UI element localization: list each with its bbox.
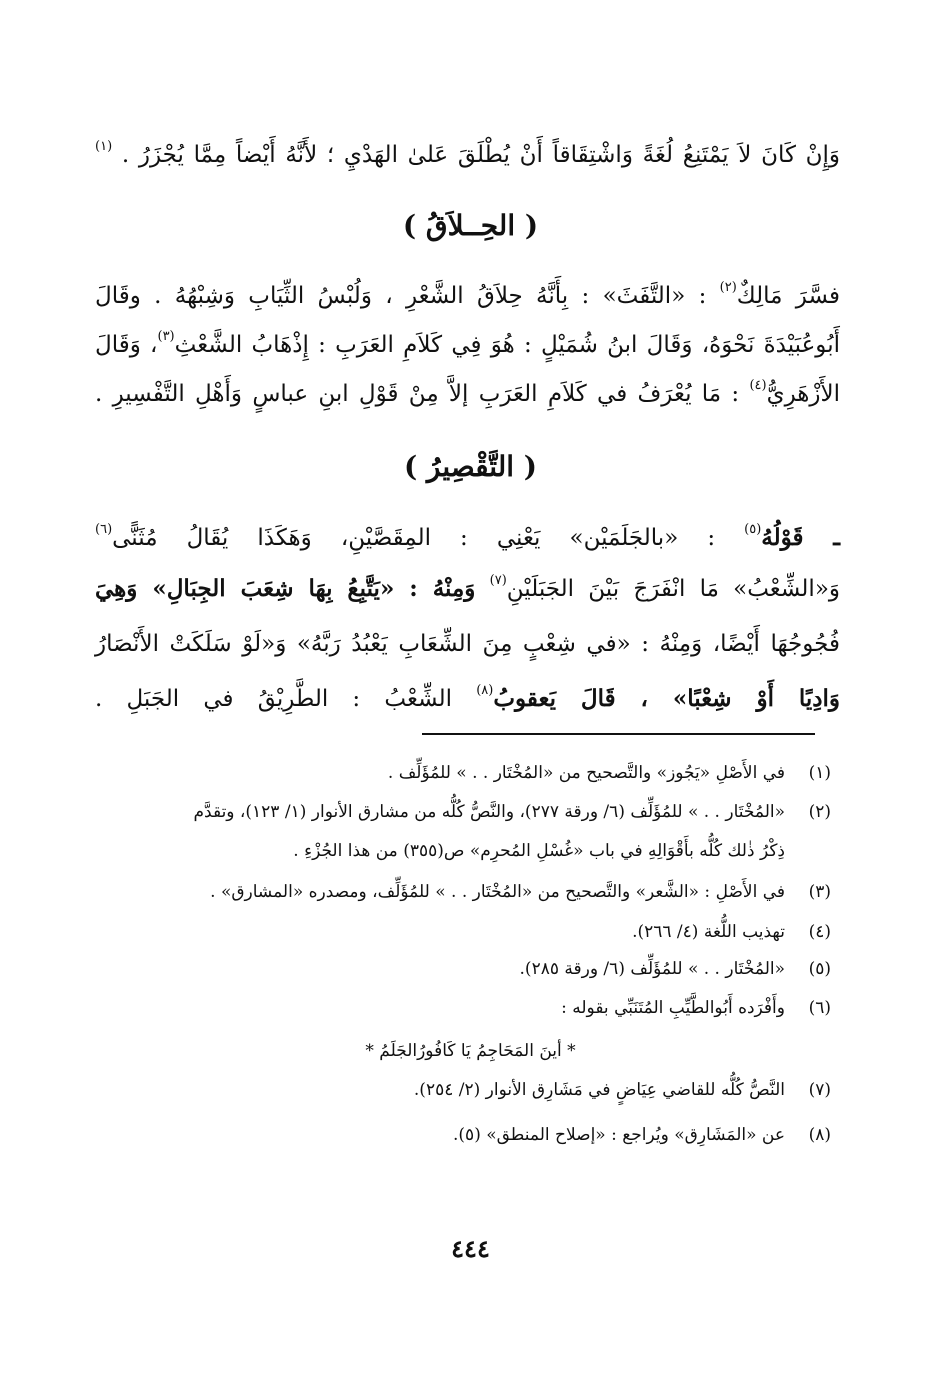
body-text: فسَّرَ مَالِكٌ — [736, 283, 841, 309]
footnote-2 — [91, 799, 831, 825]
footnote-number: (٥) — [808, 959, 831, 979]
footnote-ref: (٧) — [489, 573, 507, 589]
body-text: أَبُوعُبَيْدَةَ نَحْوَهُ، وَقَالَ ابنُ شُمَيْلٍ : هُوَ فِي كَلاَمِ العَرَبِ : إِذْهَابُ الشَّعْثِ — [174, 332, 840, 358]
footnote-ref: (٨) — [476, 683, 494, 699]
footnote-ref: (٤) — [749, 378, 767, 394]
body-text: الشِّعْبُ : الطَّرِيْقُ في الجَبَلِ . — [95, 686, 452, 712]
body-text: وَ«الشِّعْبُ» مَا انْفَرَجَ بَيْنَ الجَبَلَيْنِ — [506, 576, 840, 602]
body-line-8 — [95, 681, 840, 717]
footnote-text: «المُخْتَار . . » للمُؤَلِّف (٦/ ورقة ٢٧٧)، والنَّصُّ كُلُّه من مشارق الأنوار (١/ ١٢٣)، وتقدَّم — [193, 802, 785, 822]
body-text: وَإِنْ كَانَ لاَ يَمْتَنِعُ لُغَةً وَاشْتِقَاقاً أَنْ يُطْلَقَ عَلىٰ الهَدْيِ ؛ لأَنَّهُ أَيْضاً مِمَّا يُجْزَرُ . — [121, 142, 840, 168]
footnote-7 — [91, 1077, 831, 1103]
footnote-number: (١) — [808, 763, 831, 783]
footnote-number: (٤) — [808, 922, 831, 942]
footnote-number: (٨) — [808, 1125, 831, 1145]
footnote-text: النَّصُّ كُلُّه للقاضي عِيَاضٍ في مَشَارِق الأنوار (٢/ ٢٥٤). — [413, 1080, 785, 1100]
footnote-ref: (٥) — [744, 522, 762, 538]
body-line-5 — [95, 520, 840, 556]
footnote-ref: (٦) — [95, 522, 113, 538]
body-line-2 — [95, 278, 840, 314]
footnote-5 — [91, 956, 831, 982]
footnote-3 — [91, 879, 831, 905]
footnote-1 — [91, 760, 831, 786]
body-text: ، وَقَالَ — [95, 332, 158, 358]
body-text: وَمِنْهُ : «يَتَّبِعُ بِهَا شِعَبَ الجِبَالِ» وَهِيَ — [95, 575, 476, 602]
footnote-separator — [422, 733, 815, 735]
footnote-2-continuation: ذِكْرُ ذٰلك كُلُّه بأَقْوَالِهِ في باب «غُسْلِ المُحرِم» ص(٣٥٥) من هذا الجُزْءِ . — [293, 841, 785, 861]
footnote-number: (٧) — [808, 1080, 831, 1100]
footnote-number: (٢) — [808, 802, 831, 822]
body-line-7 — [95, 626, 840, 662]
body-line-4 — [95, 376, 840, 412]
footnote-text: في الأَصْلِ «يَجُوز» والتَّصحيح من «المُخْتَار . . » للمُؤَلِّف . — [387, 763, 785, 783]
footnote-number: (٣) — [808, 882, 831, 902]
footnote-text: في الأَصْلِ : «الشَّعر» والتَّصحيح من «المُخْتَار . . » للمُؤَلِّف، ومصدره «المشارق» . — [210, 882, 785, 902]
footnote-text: عن «المَشَارِق» ويُراجع : «إصلاح المنطق» (٥). — [453, 1125, 785, 1145]
footnote-text: تهذيب اللُّغة (٤/ ٢٦٦). — [632, 922, 785, 942]
footnote-ref: (٢) — [719, 280, 737, 296]
body-text: فُجُوجُهَا أَيْضًا، وَمِنْهُ : «في شِعْبٍ مِنَ الشِّعَابِ يَعْبُدُ رَبَّهُ» وَ«لَوْ سَلَكَتْ الأَنْصَارُ — [95, 631, 840, 657]
body-text: : «التَّفَثَ» : بِأَنَّهُ حِلاَقُ الشَّعْرِ ، وَلُبْسُ الثِّيَابِ وَشِبْهُهُ . وقَالَ — [95, 283, 707, 309]
footnote-number: (٦) — [808, 998, 831, 1018]
footnote-6 — [91, 995, 831, 1021]
footnote-4 — [91, 919, 831, 945]
body-text: : «بالجَلَمَيْن» يَعْنِي : المِقَصَّيْنِ، وَهَكَذَا يُقَالُ مُثَنًّى — [112, 525, 716, 551]
poetry-verse: * أينَ المَحَاجِمُ يَا كَافُورُالجَلَمُ * — [365, 1041, 576, 1061]
body-line-1 — [95, 137, 840, 173]
footnote-ref: (٣) — [157, 329, 175, 345]
section-heading-halaq: ( الحِــلاَقُ ) — [402, 209, 539, 242]
footnote-text: وأَفْرَده أَبُوالطَّيِّبِ المُتَنَبِّي بقوله : — [561, 998, 785, 1018]
footnote-ref: (١) — [95, 139, 113, 155]
body-line-3 — [95, 327, 840, 363]
body-text: : مَا يُعْرَفُ في كَلاَمِ العَرَبِ إلاَّ مِنْ قَوْلِ ابنِ عباسٍ وَأَهْلِ التَّفْسِيرِ . — [95, 381, 740, 407]
footnote-8 — [91, 1122, 831, 1148]
body-text: ـ قَوْلُهُ — [761, 524, 840, 551]
body-text: وَادِيًا أَوْ شِعْبًا» ، قَالَ يَعقوبُ — [493, 685, 841, 712]
section-heading-taqsir: ( التَّقْصِيرُ ) — [403, 450, 538, 483]
footnote-text: «المُخْتَار . . » للمُؤَلِّف (٦/ ورقة ٢٨٥). — [519, 959, 785, 979]
body-text: الأَزْهَرِيُّ — [766, 381, 841, 407]
page-number: ٤٤٤ — [451, 1234, 490, 1263]
body-line-6 — [95, 571, 840, 607]
